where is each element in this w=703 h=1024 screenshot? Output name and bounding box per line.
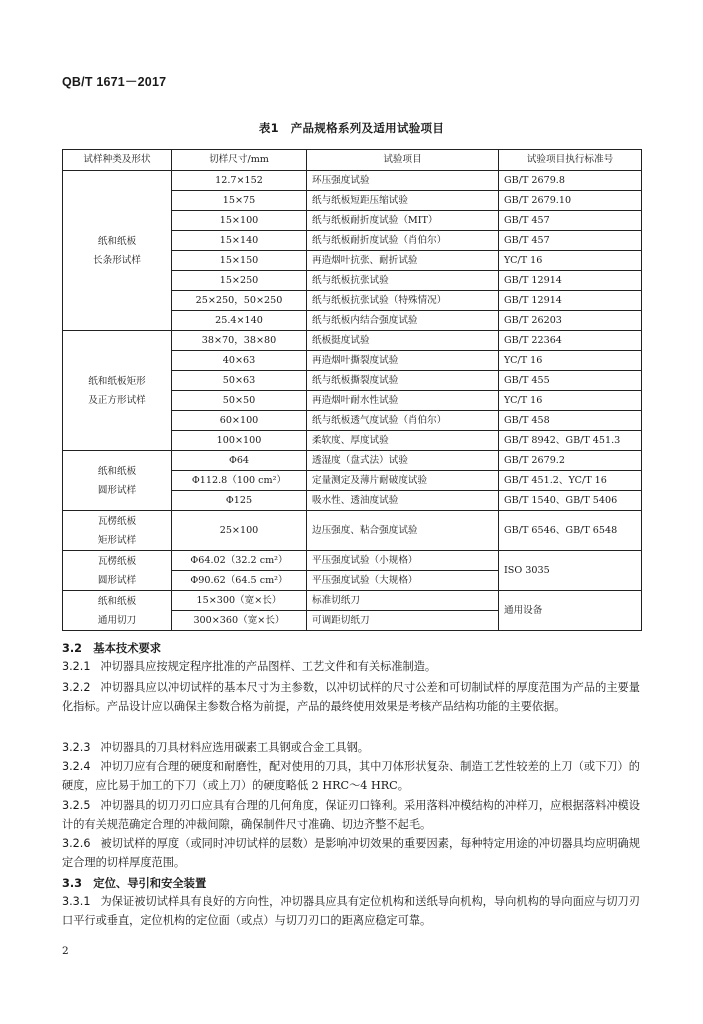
clause-number: 3.2.2 [62, 681, 91, 694]
standard-cell: GB/T 2679.2 [499, 451, 642, 471]
clause-number: 3.3.1 [62, 895, 91, 908]
cut-size-cell: 12.7×152 [172, 171, 307, 191]
test-item-cell: 柔软度、厚度试验 [307, 431, 499, 451]
test-item-cell: 定量测定及薄片耐破度试验 [307, 471, 499, 491]
cut-size-cell: 15×250 [172, 271, 307, 291]
standard-cell: 通用设备 [499, 591, 642, 631]
clause-3-3-1 [62, 893, 640, 930]
standard-cell: GB/T 22364 [499, 331, 642, 351]
clause-3-2-6 [62, 835, 640, 872]
test-item-cell: 纸板挺度试验 [307, 331, 499, 351]
sample-type-line: 纸和纸板 [97, 595, 137, 607]
test-item-cell: 纸与纸板内结合强度试验 [307, 311, 499, 331]
standard-cell: GB/T 8942、GB/T 451.3 [499, 431, 642, 451]
standard-cell: GB/T 457 [499, 211, 642, 231]
sample-type-line: 圆形试样 [97, 574, 137, 586]
sample-type-line: 瓦楞纸板 [97, 555, 137, 567]
clause-text: 冲切刀应有合理的硬度和耐磨性，配对使用的刀具，其中刀体形状复杂、制造工艺性较差的上刀（或下刀）的硬度，应比易于加工的下刀（或上刀）的硬度略低 2 HRC～4 HRC。 [62, 760, 640, 792]
cut-size-cell: 100×100 [172, 431, 307, 451]
table-row [63, 551, 642, 571]
cut-size-cell: 300×360（宽×长） [172, 611, 307, 631]
header-standard: 试验项目执行标准号 [499, 150, 642, 171]
cut-size-cell: 50×50 [172, 391, 307, 411]
test-item-cell: 边压强度、粘合强度试验 [307, 511, 499, 551]
sample-type-line: 通用切刀 [97, 614, 137, 626]
test-item-cell: 可调距切纸刀 [307, 611, 499, 631]
sample-type-cell [63, 551, 172, 591]
clause-text: 冲切器具的刀具材料应选用碳素工具钢或合金工具钢。 [100, 741, 369, 754]
table-title: 表1 产品规格系列及适用试验项目 [258, 121, 445, 135]
test-item-cell: 再造烟叶抗张、耐折试验 [307, 251, 499, 271]
sample-type-line: 矩形试样 [97, 534, 137, 546]
test-item-cell: 再造烟叶耐水性试验 [307, 391, 499, 411]
test-item-cell: 环压强度试验 [307, 171, 499, 191]
sample-type-cell [63, 331, 172, 451]
standard-cell: GB/T 26203 [499, 311, 642, 331]
sample-type-cell [63, 591, 172, 631]
test-item-cell: 纸与纸板抗张试验（特殊情况） [307, 291, 499, 311]
standard-cell: GB/T 451.2、YC/T 16 [499, 471, 642, 491]
cut-size-cell: Φ90.62（64.5 cm²） [172, 571, 307, 591]
section-3-2-title: 3.2 基本技术要求 [62, 642, 162, 655]
cut-size-cell: 40×63 [172, 351, 307, 371]
test-item-cell: 再造烟叶撕裂度试验 [307, 351, 499, 371]
cut-size-cell: 38×70，38×80 [172, 331, 307, 351]
table-group [63, 331, 642, 451]
cut-size-cell: Φ112.8（100 cm²） [172, 471, 307, 491]
standard-cell: GB/T 2679.10 [499, 191, 642, 211]
cut-size-cell: 15×140 [172, 231, 307, 251]
clause-3-2-2 [62, 679, 640, 716]
page-number: 2 [62, 945, 69, 957]
clause-number: 3.2.1 [62, 660, 91, 673]
table-group [63, 551, 642, 591]
clause-text: 冲切器具应以冲切试样的基本尺寸为主参数，以冲切试样的尺寸公差和可切制试样的厚度范围为产品的主要量化指标。产品设计应以确保主参数合格为前提，产品的最终使用效果是考核产品结构功能的主要依据。 [62, 681, 640, 713]
test-item-cell: 透湿度（盘式法）试验 [307, 451, 499, 471]
sample-type-line: 纸和纸板 [97, 235, 137, 247]
cut-size-cell: 60×100 [172, 411, 307, 431]
standard-cell: GB/T 2679.8 [499, 171, 642, 191]
standard-cell: GB/T 457 [499, 231, 642, 251]
test-item-cell: 纸与纸板透气度试验（肖伯尔） [307, 411, 499, 431]
cut-size-cell: Φ125 [172, 491, 307, 511]
test-item-cell: 平压强度试验（小规格） [307, 551, 499, 571]
test-item-cell: 纸与纸板撕裂度试验 [307, 371, 499, 391]
standard-cell: YC/T 16 [499, 351, 642, 371]
test-item-cell: 标准切纸刀 [307, 591, 499, 611]
standard-cell: GB/T 455 [499, 371, 642, 391]
table-header-row [63, 150, 642, 171]
sample-type-cell [63, 171, 172, 331]
test-item-cell: 纸与纸板耐折度试验（MIT） [307, 211, 499, 231]
standard-cell: YC/T 16 [499, 391, 642, 411]
clause-3-2-5 [62, 797, 640, 834]
table-group [63, 451, 642, 511]
clause-number: 3.2.4 [62, 760, 91, 773]
cut-size-cell: 25×100 [172, 511, 307, 551]
sample-type-line: 纸和纸板 [97, 465, 137, 477]
standard-cell: GB/T 458 [499, 411, 642, 431]
section-3-3-title: 3.3 定位、导引和安全装置 [62, 877, 207, 890]
clause-number: 3.2.6 [62, 837, 91, 850]
clause-text: 冲切器具的切刀刃口应具有合理的几何角度，保证刃口锋利。采用落料冲模结构的冲样刀，应根据落料冲模设计的有关规范确定合理的冲裁间隙，确保制件尺寸准确、切边齐整不起毛。 [62, 799, 640, 831]
clause-text: 为保证被切试样具有良好的方向性，冲切器具应具有定位机构和送纸导向机构，导向机构的导向面应与切刀刃口平行或垂直，定位机构的定位面（或点）与切刀刃口的距离应稳定可靠。 [62, 895, 640, 927]
cut-size-cell: 50×63 [172, 371, 307, 391]
clause-number: 3.2.5 [62, 799, 91, 812]
sample-type-line: 及正方形试样 [88, 394, 146, 406]
sample-type-cell [63, 451, 172, 511]
table-row [63, 451, 642, 471]
clause-text: 冲切器具应按规定程序批准的产品图样、工艺文件和有关标准制造。 [100, 660, 437, 673]
table-group [63, 171, 642, 331]
cut-size-cell: 15×150 [172, 251, 307, 271]
clause-3-2-3 [62, 739, 640, 758]
standard-cell: ISO 3035 [499, 551, 642, 591]
header-sample-type: 试样种类及形状 [63, 150, 172, 171]
sample-type-line: 长条形试样 [93, 254, 141, 266]
clause-3-2-4 [62, 758, 640, 795]
cut-size-cell: Φ64 [172, 451, 307, 471]
table-row [63, 591, 642, 611]
test-item-cell: 吸水性、透油度试验 [307, 491, 499, 511]
cut-size-cell: 25×250，50×250 [172, 291, 307, 311]
cut-size-cell: 15×100 [172, 211, 307, 231]
table-group [63, 591, 642, 631]
standard-cell: GB/T 1540、GB/T 5406 [499, 491, 642, 511]
table-row [63, 331, 642, 351]
spec-table [62, 149, 642, 631]
table-row [63, 171, 642, 191]
test-item-cell: 纸与纸板耐折度试验（肖伯尔） [307, 231, 499, 251]
cut-size-cell: 15×75 [172, 191, 307, 211]
clause-3-2-1 [62, 658, 640, 677]
test-item-cell: 纸与纸板抗张试验 [307, 271, 499, 291]
standard-cell: YC/T 16 [499, 251, 642, 271]
cut-size-cell: 25.4×140 [172, 311, 307, 331]
sample-type-line: 圆形试样 [97, 484, 137, 496]
test-item-cell: 纸与纸板短距压缩试验 [307, 191, 499, 211]
cut-size-cell: Φ64.02（32.2 cm²） [172, 551, 307, 571]
standard-code: QB/T 1671－2017 [62, 75, 167, 89]
table-group [63, 511, 642, 551]
sample-type-line: 瓦楞纸板 [97, 515, 137, 527]
header-cut-size: 切样尺寸/mm [172, 150, 307, 171]
table-row [63, 511, 642, 551]
clause-number: 3.2.3 [62, 741, 91, 754]
sample-type-cell [63, 511, 172, 551]
clause-text: 被切试样的厚度（或同时冲切试样的层数）是影响冲切效果的重要因素，每种特定用途的冲切器具均应明确规定合理的切样厚度范围。 [62, 837, 640, 869]
standard-cell: GB/T 6546、GB/T 6548 [499, 511, 642, 551]
cut-size-cell: 15×300（宽×长） [172, 591, 307, 611]
sample-type-line: 纸和纸板矩形 [88, 375, 146, 387]
standard-cell: GB/T 12914 [499, 291, 642, 311]
standard-cell: GB/T 12914 [499, 271, 642, 291]
header-test-item: 试验项目 [307, 150, 499, 171]
test-item-cell: 平压强度试验（大规格） [307, 571, 499, 591]
